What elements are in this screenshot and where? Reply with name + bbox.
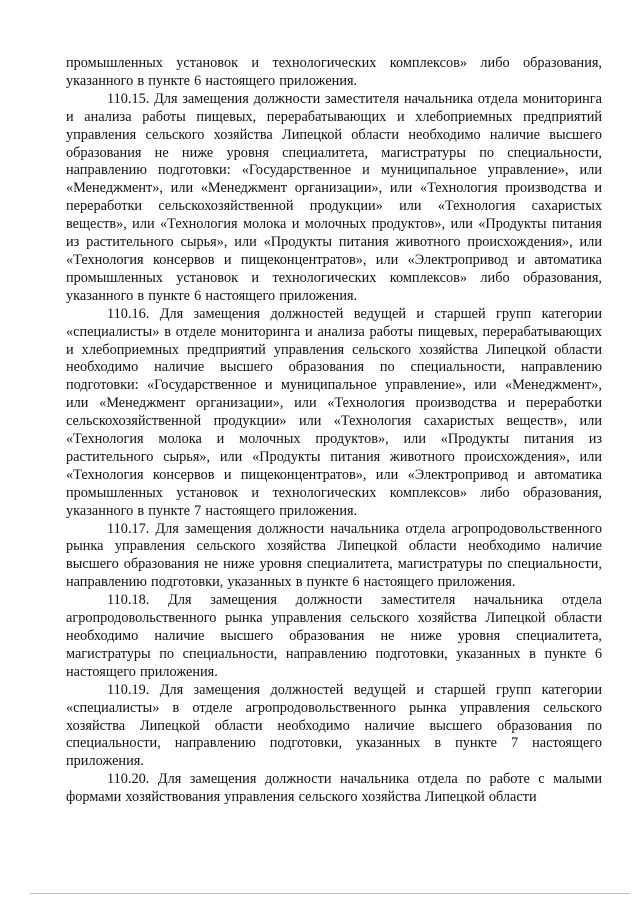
paragraph-continuation: промышленных установок и технологических комплексов» либо образования, указанного в пункте 6 настоящего приложения. <box>66 55 602 89</box>
page-bottom-divider <box>30 893 630 894</box>
paragraph-110-19: 110.19. Для замещения должностей ведущей и старшей групп категории «специалисты» в отделе агропродовольственного рынка управления сельского хозяйства Липецкой области необходимо наличие высшего образования по специальности, направлению подготовки, указанных в пункте 7 настоящего приложения. <box>66 681 602 770</box>
paragraph-110-20: 110.20. Для замещения должности начальника отдела по работе с малыми формами хозяйствования управления сельского хозяйства Липецкой области <box>66 771 602 806</box>
document-page <box>66 55 602 807</box>
paragraph-110-15: 110.15. Для замещения должности заместителя начальника отдела мониторинга и анализа работы пищевых, перерабатывающих и хлебоприемных предприятий управления сельского хозяйства Липецкой области необходимо наличие высшего образования не ниже уровня специалитета, магистратуры по специальности, направлению подготовки: «Государственное и муниципальное управление», или «Менеджмент», или «Менеджмент организации», или «Технология производства и переработки сельскохозяйственной продукции» или «Технология сахаристых веществ», или «Технология молока и молочных продуктов», или «Продукты питания из растительного сырья», или «Продукты питания животного происхождения», или «Технология консервов и пищеконцентратов», или «Электропривод и автоматика промышленных установок и технологических комплексов» либо образования, указанного в пункте 6 настоящего приложения. <box>66 90 602 304</box>
paragraph-110-18: 110.18. Для замещения должности заместителя начальника отдела агропродовольственного рынка управления сельского хозяйства Липецкой области необходимо наличие высшего образования не ниже уровня специалитета, магистратуры по специальности, направлению подготовки, указанных в пункте 6 настоящего приложения. <box>66 592 602 680</box>
paragraph-110-17: 110.17. Для замещения должности начальника отдела агропродовольственного рынка управления сельского хозяйства Липецкой области необходимо наличие высшего образования не ниже уровня специалитета, магистратуры по специальности, направлению подготовки, указанных в пункте 6 настоящего приложения. <box>66 520 602 591</box>
paragraph-110-16: 110.16. Для замещения должностей ведущей и старшей групп категории «специалисты» в отделе мониторинга и анализа работы пищевых, перерабатывающих и хлебоприемных предприятий управления сельского хозяйства Липецкой области необходимо наличие высшего образования по специальности, направлению подготовки: «Государственное и муниципальное управление», или «Менеджмент», или «Менеджмент организации», или «Технология производства и переработки сельскохозяйственной продукции» или «Технология сахаристых веществ», или «Технология молока и молочных продуктов», или «Продукты питания из растительного сырья», или «Продукты питания животного происхождения», или «Технология консервов и пищеконцентратов», или «Электропривод и автоматика промышленных установок и технологических комплексов» либо образования, указанного в пункте 7 настоящего приложения. <box>66 305 602 519</box>
